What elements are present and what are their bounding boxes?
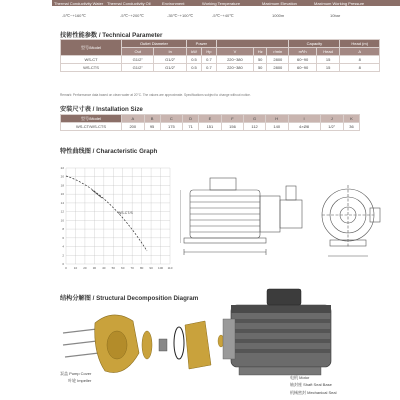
table-cell: 50	[254, 56, 267, 64]
y-tick-label: 0	[62, 262, 64, 266]
shaft-seal-base	[185, 321, 211, 369]
header-label-5: Maximum Elevation	[262, 1, 297, 6]
ip-h-g: G	[244, 115, 266, 123]
table-cell: G1/2"	[122, 64, 154, 72]
x-tick-label: 100	[158, 266, 164, 270]
header-value-2: -5℃~+200℃	[120, 13, 144, 18]
table-cell: WS-CT	[61, 56, 122, 64]
table-cell: 4×Ø8	[288, 123, 320, 131]
installation-title: 安装尺寸表 / Installation Size	[60, 106, 143, 113]
tp-group-capacity: Capacity	[289, 40, 340, 48]
table-cell: 2800	[267, 56, 289, 64]
ip-h-k: K	[343, 115, 359, 123]
table-cell: 220~380	[216, 64, 253, 72]
header-values	[52, 13, 400, 19]
tp-group-power: Power	[186, 40, 216, 48]
ip-h-model: 型号/Model	[61, 115, 122, 123]
series-label: WS-CT/S	[118, 211, 133, 215]
ip-h-f: F	[221, 115, 244, 123]
tp-group-outlet: Outlet Diameter	[122, 40, 187, 48]
terminal-box-outline	[210, 178, 236, 190]
tp-model-header: 型号/Model	[61, 40, 122, 56]
table-cell: 15	[316, 56, 340, 64]
header-value-3: -35℃~+100℃	[167, 13, 194, 18]
technical-title: 技術性能参数 / Technical Parameter	[60, 32, 163, 39]
ip-h-j: J	[320, 115, 343, 123]
tp-h-rmin: r/min	[267, 48, 289, 56]
ip-h-i: I	[288, 115, 320, 123]
installation-table	[60, 114, 360, 131]
impeller	[142, 331, 152, 359]
header-value-1: -5℃~+160℃	[62, 13, 86, 18]
table-cell: 220~380	[216, 56, 253, 64]
table-cell: 60~90	[289, 56, 316, 64]
tp-h-hz: Hz	[254, 48, 267, 56]
x-tick-label: 80	[139, 266, 144, 270]
bolts	[63, 329, 99, 357]
header-value-5: 1000m	[272, 13, 285, 18]
table-cell: G1/2"	[122, 56, 154, 64]
tp-group-head: Head (m)	[340, 40, 380, 48]
table-cell: 71	[183, 123, 199, 131]
table-cell: 36	[343, 123, 359, 131]
outlet-outline	[286, 186, 296, 200]
label-impeller: 叶轮 Impeller	[68, 378, 92, 383]
structure-title: 结构分解图 / Structural Decomposition Diagram	[60, 295, 199, 302]
table-cell: 112	[244, 123, 266, 131]
table-cell: G1/2"	[154, 64, 186, 72]
tp-h-m3h: m³/h	[289, 48, 316, 56]
table-cell: 15	[316, 64, 340, 72]
header-value-4: -5℃~+40℃	[212, 13, 234, 18]
table-cell: 0.7	[202, 56, 217, 64]
x-tick-label: 30	[92, 266, 97, 270]
ip-h-c: C	[160, 115, 183, 123]
y-tick-label: 18	[60, 183, 64, 188]
ip-h-a: A	[122, 115, 145, 123]
y-tick-label: 16	[60, 192, 64, 197]
header-label-3: Environment	[162, 1, 185, 6]
curve-title: 特性曲线图 / Characteristic Graph	[60, 148, 158, 155]
technical-note: Remark: Performance data based on clean water at 20°C. The values are approximate. Specifications subject to change without notice.	[60, 93, 251, 97]
table-cell: 156	[221, 123, 244, 131]
table-row	[61, 123, 360, 131]
label-pump-cover: 泵盖 Pump Cover	[60, 371, 92, 376]
performance-curve	[66, 176, 147, 251]
table-cell: 8	[340, 64, 380, 72]
motor	[223, 289, 331, 375]
x-tick-label: 0	[65, 266, 67, 270]
table-cell: 0.5	[186, 56, 201, 64]
tp-group-blank	[216, 40, 289, 48]
label-shaft-seal-base: 轴封座 Shaft Seal Base	[290, 382, 332, 387]
exploded-view	[55, 283, 400, 400]
top-header-band	[52, 0, 400, 6]
characteristic-graph	[52, 156, 180, 276]
table-row	[61, 56, 380, 64]
table-cell: 0.7	[202, 64, 217, 72]
y-tick-label: 20	[60, 174, 64, 179]
table-cell: 1/2"	[320, 123, 343, 131]
x-tick-label: 20	[83, 266, 87, 270]
table-cell: 60~90	[289, 64, 316, 72]
label-mechanical-seal: 机械密封 Mechanical Seal	[290, 390, 337, 395]
table-cell: 8	[340, 56, 380, 64]
y-tick-label: 10	[60, 218, 64, 223]
pump-dimension-drawing	[180, 160, 385, 275]
y-tick-label: 22	[60, 166, 64, 170]
header-label-1: Thermal Conductivity Water	[54, 1, 104, 6]
technical-table	[60, 39, 380, 72]
mechanical-seal	[159, 339, 167, 351]
y-tick-label: 6	[62, 235, 64, 240]
table-cell: 50	[254, 64, 267, 72]
tp-h-out: Out	[122, 48, 154, 56]
header-label-4: Working Temperature	[202, 1, 241, 6]
table-cell: 2800	[267, 64, 289, 72]
o-ring	[174, 327, 184, 359]
pump-head-outline	[280, 200, 302, 228]
base-outline	[184, 238, 266, 243]
tp-h-kw: kW	[186, 48, 201, 56]
table-row	[61, 64, 380, 72]
label-motor: 电机 Motor	[290, 375, 310, 380]
table-cell: WS-CT/WS-CTS	[61, 123, 122, 131]
x-tick-label: 90	[149, 266, 153, 270]
curve-arrow	[92, 190, 102, 198]
table-cell: 140	[265, 123, 288, 131]
graph-grid	[66, 168, 170, 264]
y-tick-label: 4	[62, 244, 64, 249]
y-tick-labels	[61, 166, 65, 266]
tp-h-head: Head	[316, 48, 340, 56]
x-tick-label: 70	[130, 266, 134, 270]
header-label-6: Maximum Working Pressure	[314, 1, 365, 6]
y-tick-label: 2	[62, 253, 64, 258]
ip-h-d: D	[183, 115, 199, 123]
table-cell: G1/2"	[154, 56, 186, 64]
table-cell: 151	[199, 123, 222, 131]
header-label-2: Thermal Conductivity Oil	[107, 1, 151, 6]
table-cell: 0.5	[186, 64, 201, 72]
tp-h-hp: Hp	[202, 48, 217, 56]
x-tick-label: 110	[167, 266, 173, 270]
tp-h-v: V	[216, 48, 253, 56]
ip-h-h: H	[265, 115, 288, 123]
x-tick-label: 60	[121, 266, 125, 270]
y-tick-label: 12	[60, 209, 64, 214]
pump-flange-outline	[260, 196, 280, 232]
ip-h-b: B	[144, 115, 160, 123]
table-cell: 175	[160, 123, 183, 131]
ip-h-e: E	[199, 115, 222, 123]
y-tick-label: 8	[62, 227, 64, 232]
x-tick-label: 40	[102, 266, 106, 270]
x-tick-label: 50	[111, 266, 115, 270]
x-tick-labels	[65, 266, 173, 270]
x-tick-label: 10	[73, 266, 78, 270]
y-tick-label: 14	[60, 200, 64, 205]
table-cell: WS-CTS	[61, 64, 122, 72]
tp-h-in: In	[154, 48, 186, 56]
tp-h-a: A	[340, 48, 380, 56]
table-cell: 200	[122, 123, 145, 131]
table-cell: 95	[144, 123, 160, 131]
header-value-6: 10bar	[330, 13, 341, 18]
